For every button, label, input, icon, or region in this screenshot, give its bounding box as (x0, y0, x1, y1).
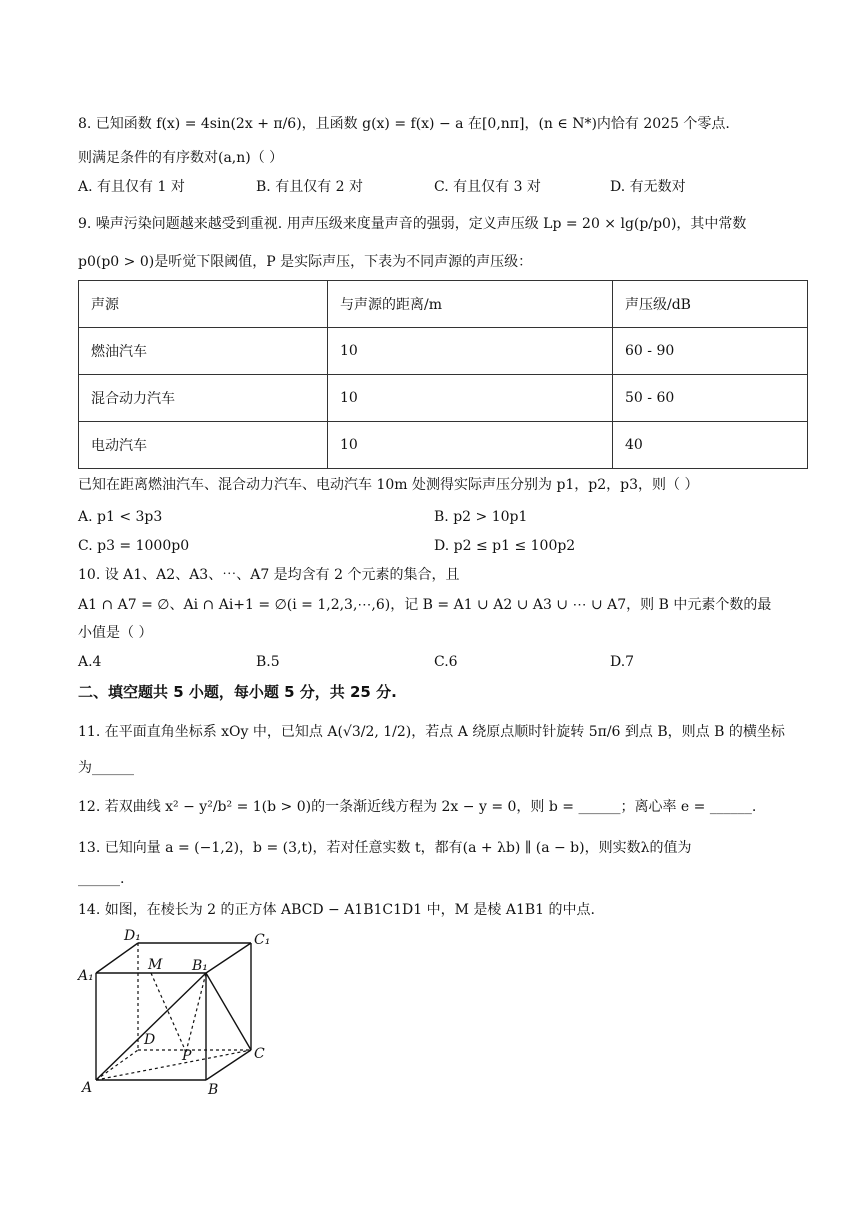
q8-option-a: A. 有且仅有 1 对 (78, 179, 185, 195)
edge-b1-c1 (206, 943, 251, 973)
q10-option-c: C.6 (434, 654, 458, 670)
q9-option-d: D. p2 ≤ p1 ≤ 100p2 (434, 538, 576, 554)
q10-stem-line1: 10. 设 A1、A2、A3、⋯、A7 是均含有 2 个元素的集合，且 (78, 567, 460, 583)
q9-option-b: B. p2 > 10p1 (434, 509, 528, 525)
q9-option-c: C. p3 = 1000p0 (78, 538, 190, 554)
q11-stem-line2: 为______ (78, 760, 134, 776)
q9-option-a: A. p1 < 3p3 (78, 509, 163, 525)
sound-level-table (78, 280, 808, 469)
table-header-cell: 与声源的距离/m (328, 281, 613, 328)
table-cell: 燃油汽车 (79, 328, 328, 375)
table-cell: 40 (613, 422, 808, 469)
cube-figure (76, 928, 276, 1098)
table-cell: 60 - 90 (613, 328, 808, 375)
table-cell: 电动汽车 (79, 422, 328, 469)
label-b: B (208, 1082, 219, 1098)
q10-stem-line2: A1 ∩ A7 = ∅、Ai ∩ Ai+1 = ∅(i = 1,2,3,⋯,6)，记 B = A1 ∪ A2 ∪ A3 ∪ ⋯ ∪ A7，则 B 中元素个数的最 (78, 597, 772, 613)
q14-stem-line1: 14. 如图，在棱长为 2 的正方体 ABCD − A1B1C1D1 中，M 是棱 A1B1 的中点. (78, 902, 595, 918)
q9-stem-line3: 已知在距离燃油汽车、混合动力汽车、电动汽车 10m 处测得实际声压分别为 p1，p2，p3，则（ ） (78, 477, 699, 493)
q10-stem-line3: 小值是（ ） (78, 625, 153, 641)
q9-stem-line2: p0(p0 > 0)是听觉下限阈值，P 是实际声压，下表为不同声源的声压级： (78, 254, 533, 270)
table-header-row (79, 281, 808, 328)
q12-stem-line1: 12. 若双曲线 x² − y²/b² = 1(b > 0)的一条渐近线方程为 2x − y = 0，则 b = ______；离心率 e = ______. (78, 799, 757, 815)
table-cell: 50 - 60 (613, 375, 808, 422)
table-cell: 10 (328, 328, 613, 375)
table-cell: 10 (328, 375, 613, 422)
q11-stem-line1: 11. 在平面直角坐标系 xOy 中，已知点 A(√3/2, 1/2)，若点 A 绕原点顺时针旋转 5π/6 到点 B，则点 B 的横坐标 (78, 724, 785, 740)
q8-option-b: B. 有且仅有 2 对 (256, 179, 363, 195)
hidden-edge-p-b1 (186, 973, 206, 1052)
q13-stem-line2: ______. (78, 871, 125, 887)
hidden-edge-a-d (96, 1050, 138, 1080)
label-d: D (144, 1032, 156, 1048)
q8-option-d: D. 有无数对 (610, 179, 686, 195)
table-header-cell: 声源 (79, 281, 328, 328)
label-c1: C₁ (254, 932, 271, 948)
q9-stem-line1: 9. 噪声污染问题越来越受到重视. 用声压级来度量声音的强弱，定义声压级 Lp = 20 × lg(p/p0)，其中常数 (78, 216, 747, 232)
q10-option-a: A.4 (78, 654, 102, 670)
edge-b1-c (206, 973, 251, 1050)
section-2-heading: 二、填空题共 5 小题，每小题 5 分，共 25 分. (78, 683, 397, 701)
label-b1: B₁ (192, 958, 208, 974)
table-header-cell: 声压级/dB (613, 281, 808, 328)
table-cell: 10 (328, 422, 613, 469)
q8-option-c: C. 有且仅有 3 对 (434, 179, 541, 195)
label-m: M (148, 957, 163, 973)
label-p: P (182, 1048, 192, 1064)
table-cell: 混合动力汽车 (79, 375, 328, 422)
q10-option-b: B.5 (256, 654, 280, 670)
edge-a1-d1 (96, 943, 138, 973)
table-row (79, 422, 808, 469)
table-row (79, 375, 808, 422)
q10-option-d: D.7 (610, 654, 635, 670)
hidden-edge-m-p (151, 973, 186, 1052)
label-a: A (82, 1080, 93, 1096)
q8-stem-line1: 8. 已知函数 f(x) = 4sin(2x + π/6)，且函数 g(x) = f(x) − a 在[0,nπ]，(n ∈ N*)内恰有 2025 个零点. (78, 116, 730, 132)
q13-stem-line1: 13. 已知向量 a = (−1,2)，b = (3,t)，若对任意实数 t，都有(a + λb) ∥ (a − b)，则实数λ的值为 (78, 840, 692, 856)
label-a1: A₁ (78, 968, 94, 984)
label-c: C (254, 1046, 265, 1062)
q8-stem-line2: 则满足条件的有序数对(a,n)（ ） (78, 150, 284, 166)
label-d1: D₁ (124, 928, 141, 944)
table-row (79, 328, 808, 375)
